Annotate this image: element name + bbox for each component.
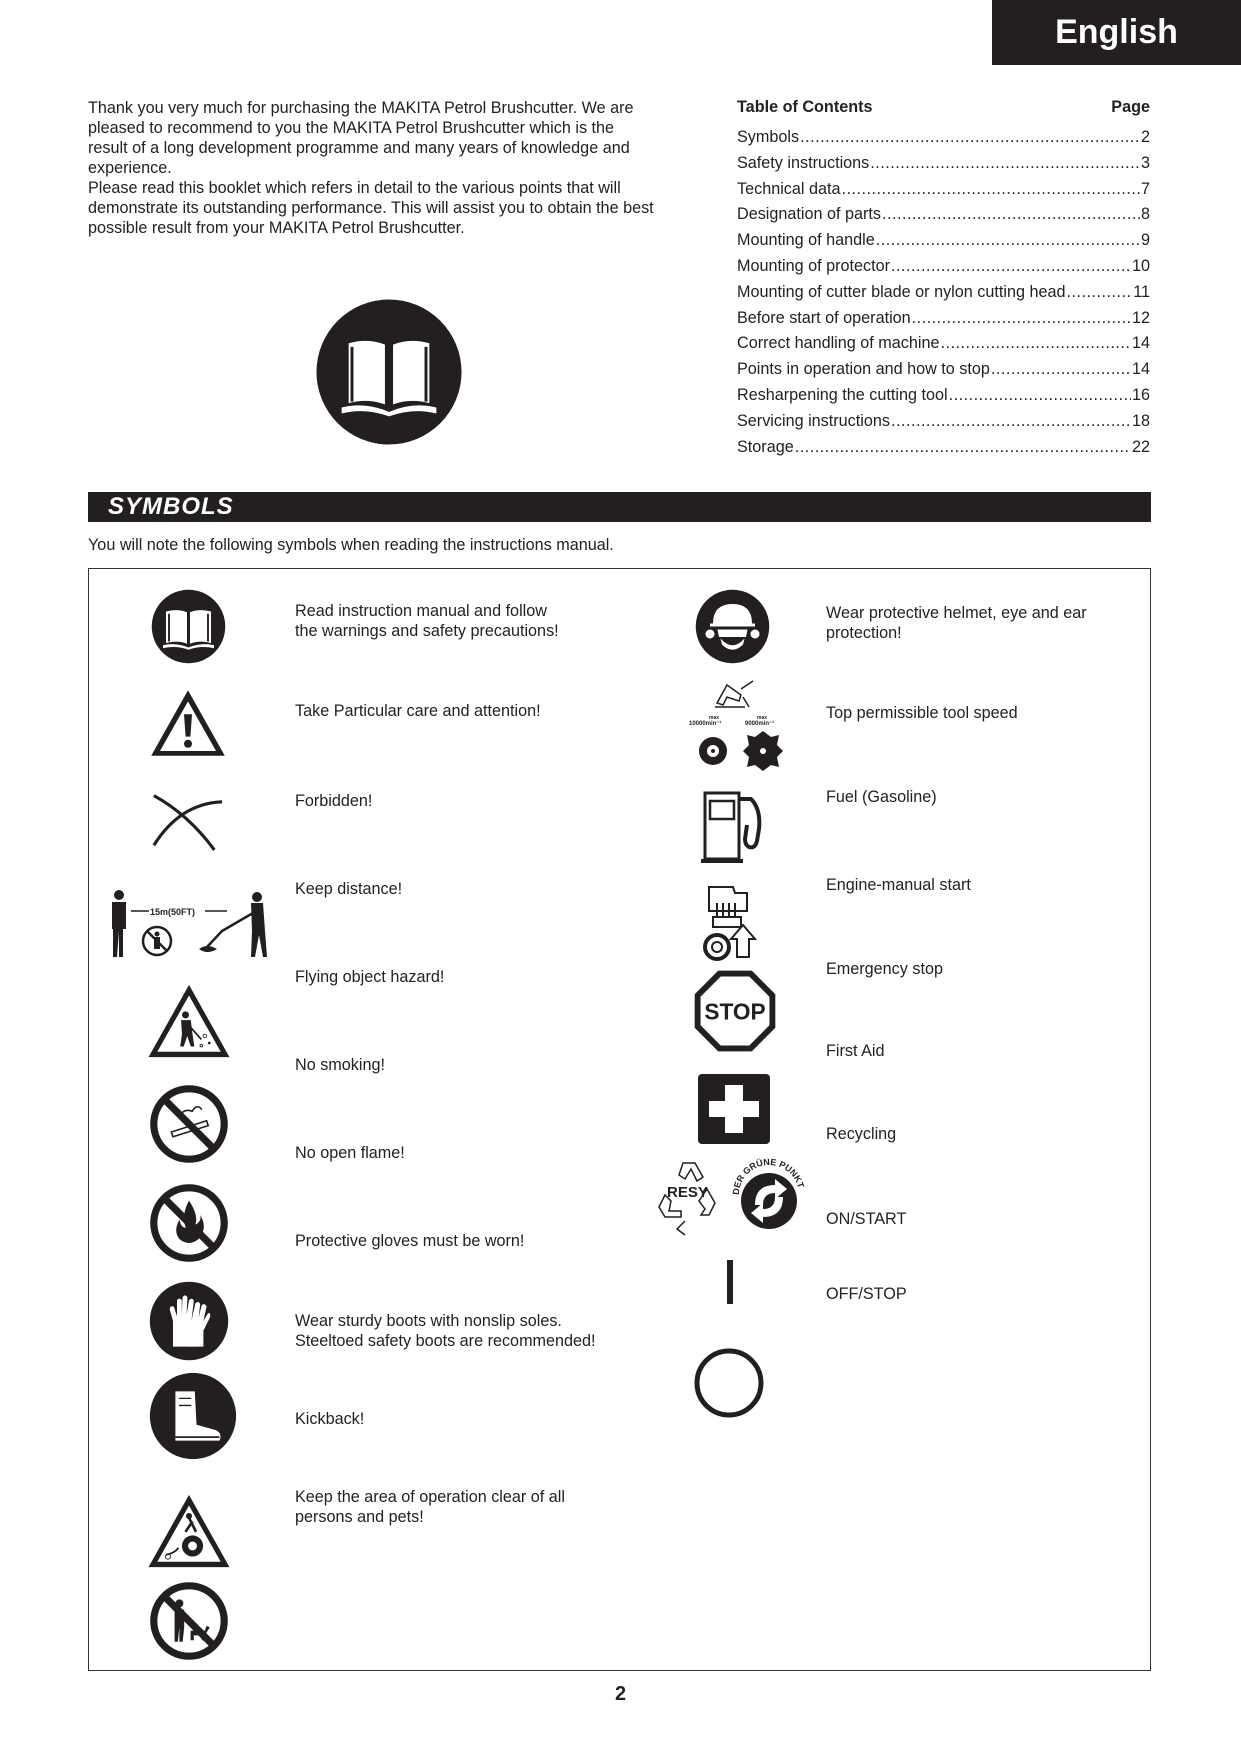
no-flame-icon — [149, 1183, 229, 1263]
symbol-label-line: persons and pets! — [295, 1508, 424, 1526]
toc-item-page: 12 — [1131, 308, 1150, 327]
symbol-label-line: Wear sturdy boots with nonslip soles. — [295, 1312, 562, 1330]
stop-sign-icon — [693, 969, 777, 1053]
toc-item-label: Before start of operation — [737, 308, 911, 327]
toc-item — [737, 257, 1150, 283]
flying-object-icon — [145, 981, 233, 1061]
toc-item-label: Safety instructions — [737, 153, 870, 172]
toc-item-label: Storage — [737, 437, 794, 456]
toc-item-page: 11 — [1133, 282, 1150, 301]
symbol-label — [826, 1209, 906, 1229]
book-icon — [315, 298, 463, 446]
intro-text — [88, 98, 688, 238]
symbol-label — [826, 1124, 896, 1144]
symbol-label-line: Wear protective helmet, eye and ear — [826, 604, 1087, 622]
symbol-label — [826, 875, 971, 895]
symbol-label — [295, 601, 559, 641]
toc-leader — [949, 386, 1131, 405]
symbol-label — [295, 701, 541, 721]
toc-item-label: Servicing instructions — [737, 411, 890, 430]
toc-item-label: Mounting of cutter blade or nylon cutting head — [737, 282, 1066, 301]
intro-line: result of a long development programme and many years of knowledge and — [88, 139, 630, 157]
symbol-label-line: Kickback! — [295, 1410, 365, 1428]
toc-leader — [876, 231, 1140, 250]
toc-item-page: 8 — [1140, 205, 1150, 224]
language-tab: English — [992, 0, 1241, 65]
symbol-label — [295, 1055, 385, 1075]
symbol-label-line: the warnings and safety precautions! — [295, 622, 559, 640]
symbol-label — [826, 603, 1087, 643]
symbol-label — [295, 791, 372, 811]
symbol-label-line: Emergency stop — [826, 960, 943, 978]
off-stop-icon — [693, 1347, 765, 1419]
symbol-label-line: Protective gloves must be worn! — [295, 1232, 525, 1250]
symbol-label-line: Fuel (Gasoline) — [826, 788, 937, 806]
toc-leader — [940, 334, 1131, 353]
toc-item-page: 14 — [1131, 360, 1150, 379]
gruene-punkt-label: DER GRÜNE PUNKT — [730, 1156, 807, 1196]
toc-leader — [842, 180, 1140, 199]
stop-sign-label: STOP — [704, 998, 766, 1025]
symbols-box — [88, 568, 1151, 1671]
first-aid-icon — [697, 1073, 771, 1145]
toc-leader — [795, 438, 1131, 457]
manual-start-icon — [697, 883, 767, 965]
toc-item-page: 10 — [1131, 256, 1150, 275]
speed-value-2: 9000min⁻¹ — [745, 721, 775, 727]
symbol-label — [826, 959, 943, 979]
toc-item — [737, 386, 1150, 412]
book-icon — [151, 589, 226, 664]
resy-label: RESY — [667, 1184, 708, 1201]
symbol-label — [295, 1231, 524, 1251]
symbol-label — [295, 879, 402, 899]
warning-triangle-icon — [148, 687, 228, 759]
symbol-label — [295, 1311, 596, 1351]
symbol-label-line: No smoking! — [295, 1056, 385, 1074]
toc-item-page: 3 — [1140, 153, 1150, 172]
toc-leader — [800, 128, 1140, 147]
toc-header — [737, 98, 1150, 120]
toc-item-label: Mounting of handle — [737, 231, 875, 250]
toc-item — [737, 283, 1150, 309]
toc-item-label: Resharpening the cutting tool — [737, 385, 948, 404]
symbol-label — [295, 1143, 405, 1163]
kickback-icon — [145, 1491, 233, 1571]
intro-line: Thank you very much for purchasing the MAKITA Petrol Brushcutter. We are — [88, 99, 634, 117]
symbol-label-line: No open flame! — [295, 1144, 405, 1162]
toc-item-label: Symbols — [737, 128, 800, 146]
toc-page-label: Page — [1111, 98, 1150, 116]
toc-item-page: 22 — [1131, 437, 1150, 456]
intro-line: demonstrate its outstanding performance. This will assist you to obtain the best — [88, 199, 654, 217]
toc-item — [737, 205, 1150, 231]
intro-paragraph-1 — [88, 98, 688, 178]
symbols-heading: SYMBOLS — [108, 493, 234, 520]
symbol-label-line: Forbidden! — [295, 792, 373, 810]
intro-line: Please read this booklet which refers in detail to the various points that will — [88, 179, 621, 197]
toc-item — [737, 231, 1150, 257]
speed-max-label-2: max — [757, 715, 768, 721]
table-of-contents — [737, 98, 1150, 463]
toc-item-label: Mounting of protector — [737, 256, 890, 275]
toc-leader — [912, 309, 1131, 328]
symbol-label-line: Take Particular care and attention! — [295, 702, 541, 720]
toc-leader — [891, 257, 1131, 276]
intro-line: pleased to recommend to you the MAKITA Petrol Brushcutter which is the — [88, 119, 615, 137]
symbol-label — [826, 787, 937, 807]
toc-leader — [870, 154, 1140, 173]
toc-item-page: 7 — [1140, 179, 1150, 198]
intro-paragraph-2 — [88, 178, 688, 238]
toc-item-page: 18 — [1131, 411, 1150, 430]
toc-item — [737, 128, 1150, 154]
toc-item-label: Points in operation and how to stop — [737, 360, 990, 379]
no-persons-pets-icon — [149, 1581, 229, 1661]
symbol-label-line: Engine-manual start — [826, 876, 971, 894]
toc-item — [737, 360, 1150, 386]
page-number: 2 — [614, 1683, 627, 1705]
toc-item-label: Correct handling of machine — [737, 334, 940, 353]
toc-item — [737, 154, 1150, 180]
symbol-label-line: protection! — [826, 624, 902, 642]
toc-leader — [891, 412, 1131, 431]
on-start-icon — [725, 1259, 735, 1305]
toc-item-label: Designation of parts — [737, 205, 881, 224]
symbol-label-line: Read instruction manual and follow — [295, 602, 547, 620]
fuel-pump-icon — [699, 789, 769, 865]
toc-item — [737, 438, 1150, 464]
symbol-label-line: Recycling — [826, 1125, 897, 1143]
toc-item — [737, 309, 1150, 335]
toc-leader — [882, 205, 1140, 224]
symbols-heading-bar — [88, 492, 1151, 522]
symbol-label — [826, 1284, 907, 1304]
toc-item-label: Technical data — [737, 179, 841, 198]
symbol-label-line: Keep distance! — [295, 880, 403, 898]
symbol-label — [826, 1041, 884, 1061]
toc-item-page: 2 — [1140, 128, 1150, 146]
toc-title: Table of Contents — [737, 98, 873, 116]
symbol-label — [295, 1409, 364, 1429]
speed-value-1: 10000min⁻¹ — [689, 721, 722, 727]
distance-label: 15m(50FT) — [150, 907, 196, 917]
gloves-icon — [149, 1281, 229, 1361]
symbol-label — [826, 703, 1018, 723]
boots-icon — [149, 1372, 237, 1460]
toc-item — [737, 412, 1150, 438]
symbol-label-line: Flying object hazard! — [295, 968, 445, 986]
toc-leader — [991, 360, 1131, 379]
keep-distance-icon — [107, 889, 272, 961]
toc-list — [737, 128, 1150, 463]
symbol-label-line: OFF/STOP — [826, 1285, 907, 1303]
symbols-note: You will note the following symbols when reading the instructions manual. — [88, 536, 614, 554]
toc-item-page: 16 — [1131, 385, 1150, 404]
no-smoking-icon — [149, 1084, 229, 1164]
symbol-label — [295, 1487, 565, 1527]
intro-line: possible result from your MAKITA Petrol Brushcutter. — [88, 219, 465, 237]
symbol-label-line: Keep the area of operation clear of all — [295, 1488, 565, 1506]
forbidden-cross-icon — [149, 791, 227, 853]
toc-item — [737, 180, 1150, 206]
toc-item — [737, 334, 1150, 360]
symbol-label-line: Top permissible tool speed — [826, 704, 1018, 722]
toc-item-page: 9 — [1140, 231, 1150, 250]
symbol-label — [295, 967, 444, 987]
symbol-label-line: Steeltoed safety boots are recommended! — [295, 1332, 596, 1350]
symbol-label-line: First Aid — [826, 1042, 885, 1060]
symbol-label-line: ON/START — [826, 1210, 907, 1228]
tool-speed-icon — [687, 677, 787, 777]
intro-line: experience. — [88, 159, 172, 177]
recycling-icon — [655, 1155, 807, 1237]
toc-leader — [1066, 283, 1132, 302]
toc-item-page: 14 — [1131, 334, 1150, 353]
speed-max-label-1: max — [709, 715, 720, 721]
helmet-icon — [695, 589, 770, 664]
